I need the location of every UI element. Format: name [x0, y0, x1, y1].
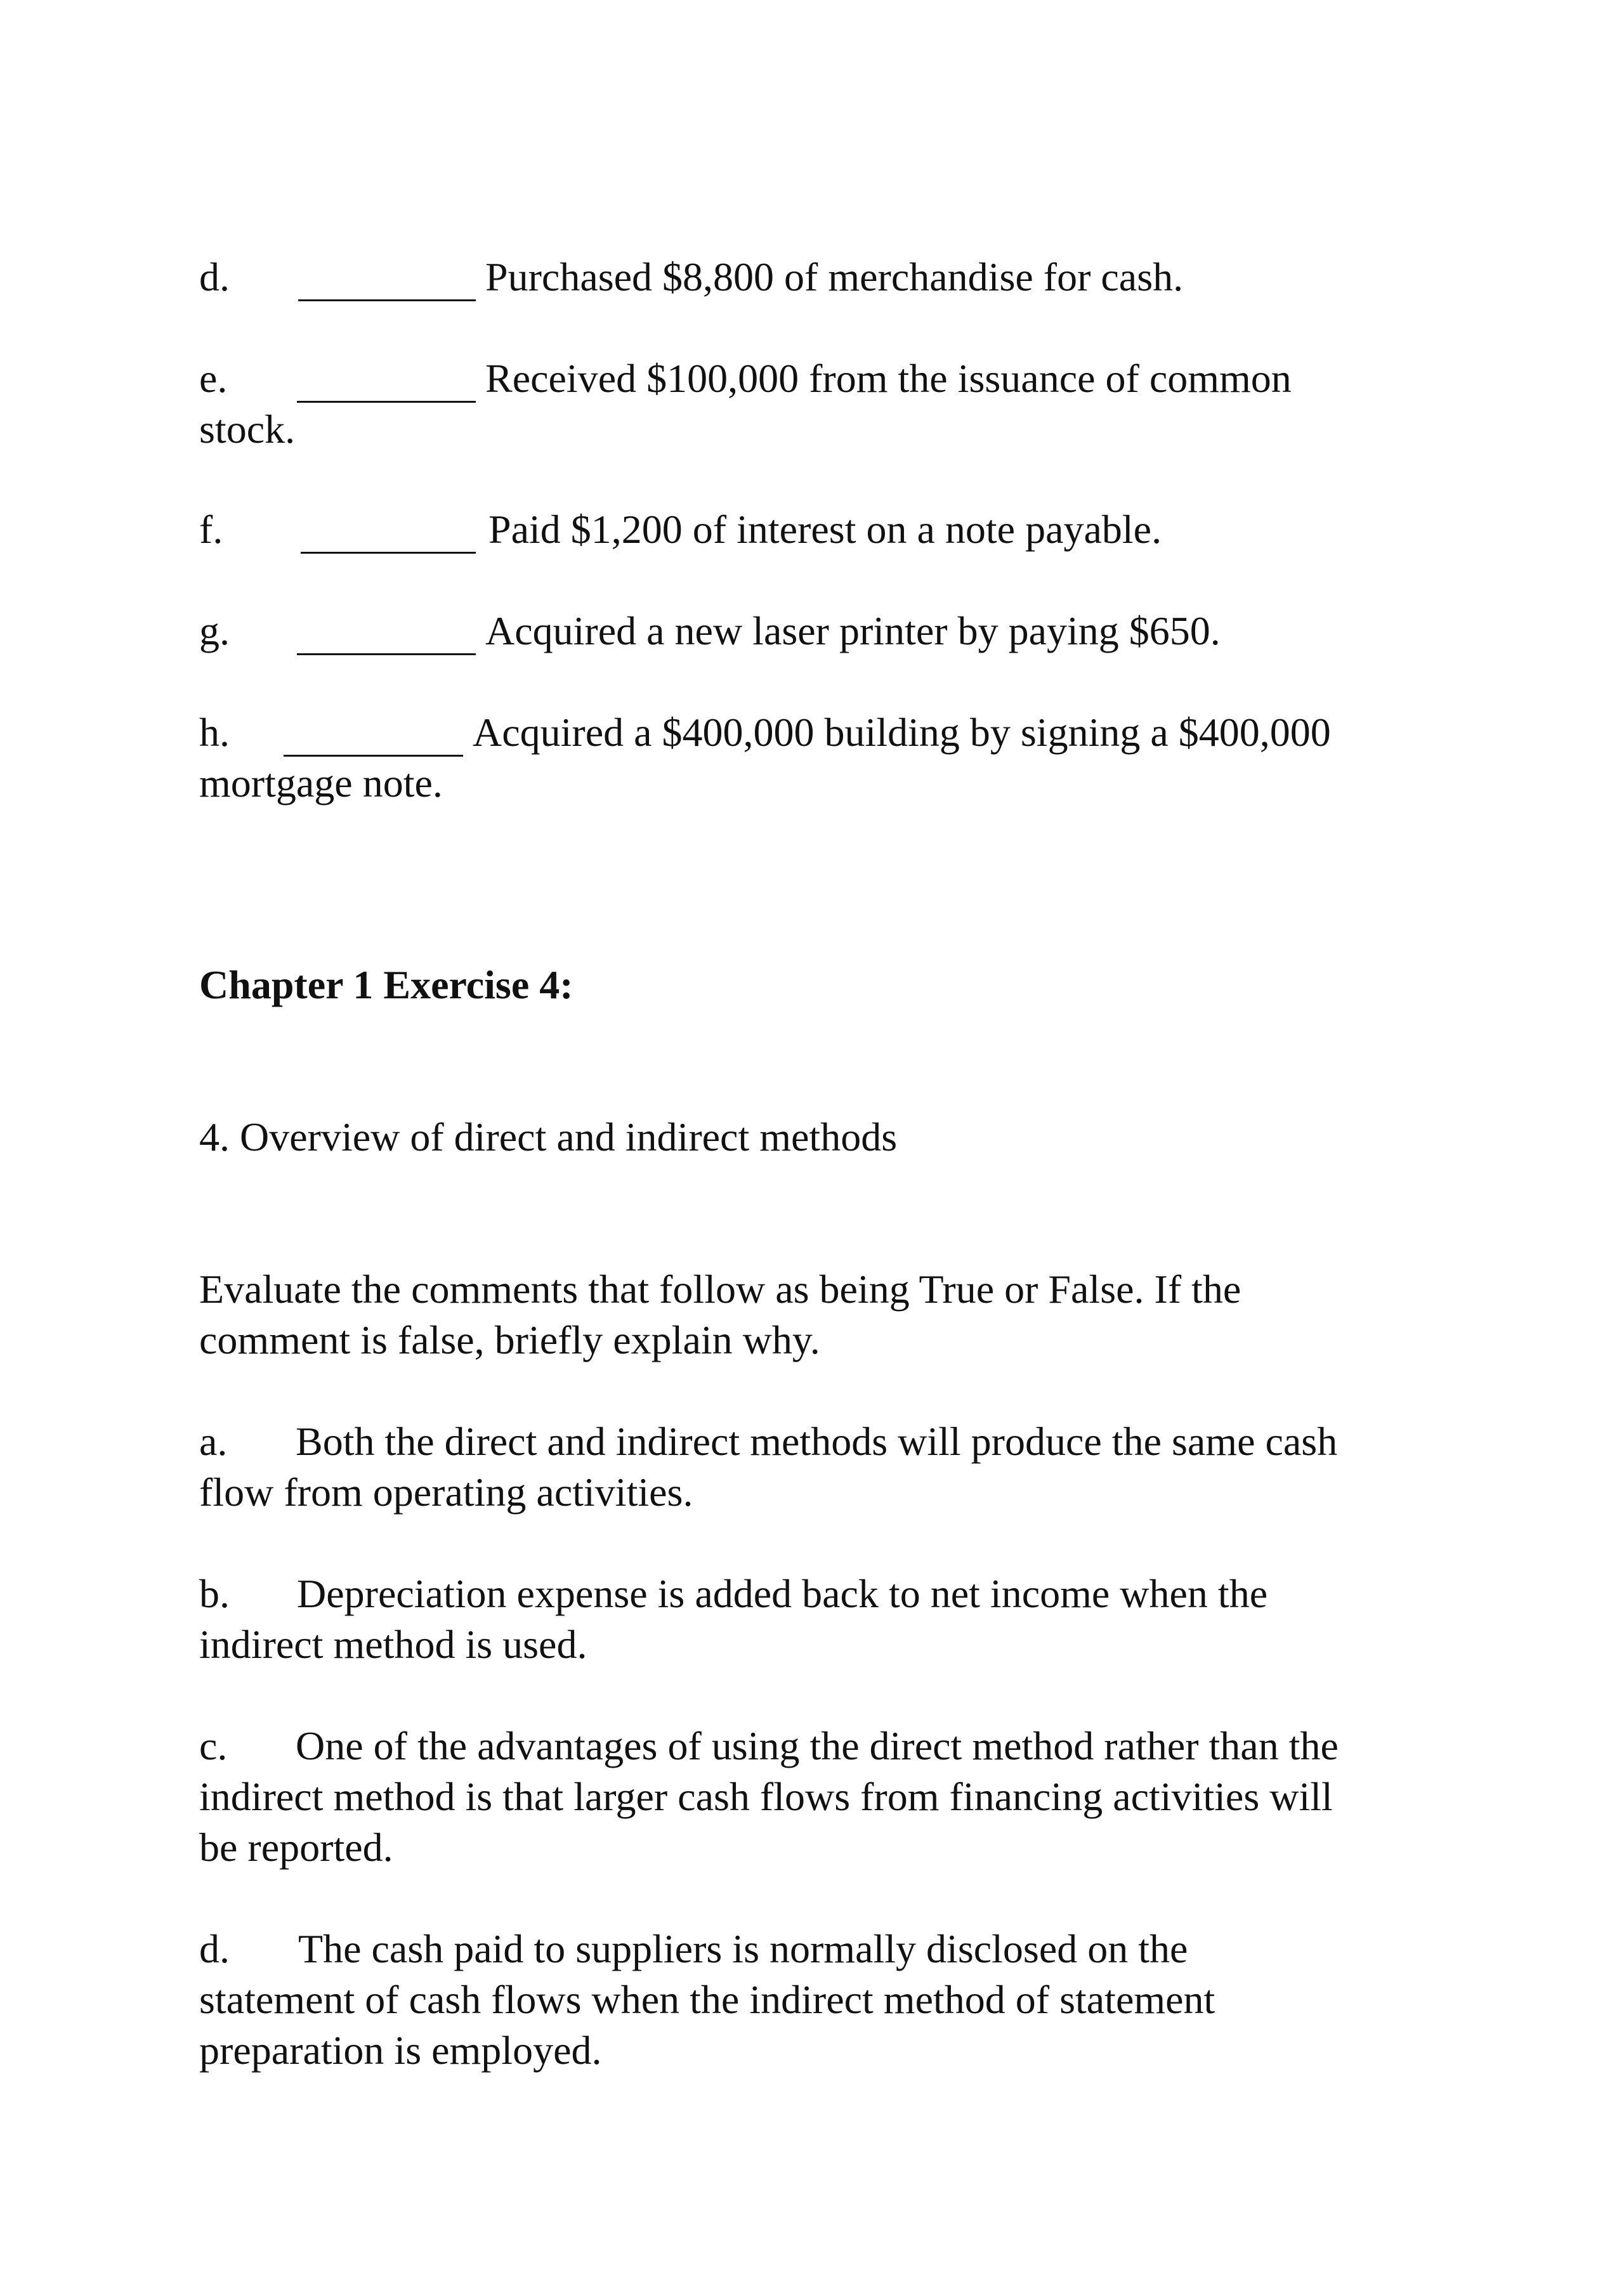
exercise-heading: Chapter 1 Exercise 4: [199, 962, 573, 1007]
statement-line: indirect method is used. [199, 1622, 587, 1667]
statement-line: One of the advantages of using the direct method rather than the [296, 1723, 1339, 1768]
item-text: Paid $1,200 of interest on a note payable. [488, 507, 1162, 552]
item-letter: e. [199, 356, 228, 401]
item-letter: d. [199, 254, 230, 299]
statement-letter: b. [199, 1571, 230, 1616]
item-text-continued: mortgage note. [199, 760, 443, 806]
statement-line: flow from operating activities. [199, 1470, 693, 1515]
answer-blank[interactable] [298, 299, 476, 301]
statement-line: statement of cash flows when the indirect method of statement [199, 1977, 1215, 2022]
statement-line: indirect method is that larger cash flows from financing activities will [199, 1774, 1333, 1819]
instructions-line: comment is false, briefly explain why. [199, 1317, 820, 1362]
exercise-subtitle: 4. Overview of direct and indirect methods [199, 1114, 898, 1159]
answer-blank[interactable] [297, 401, 476, 403]
statement-letter: c. [199, 1723, 228, 1768]
item-text-continued: stock. [199, 407, 296, 452]
answer-blank[interactable] [284, 755, 463, 757]
instructions-line: Evaluate the comments that follow as being True or False. If the [199, 1267, 1241, 1312]
statement-letter: a. [199, 1419, 228, 1464]
answer-blank[interactable] [297, 653, 476, 655]
answer-blank[interactable] [301, 552, 476, 554]
item-letter: g. [199, 608, 230, 653]
item-letter: f. [199, 507, 223, 552]
statement-line: preparation is employed. [199, 2028, 602, 2073]
item-text: Acquired a $400,000 building by signing a $400,000 [473, 710, 1331, 755]
statement-letter: d. [199, 1926, 230, 1971]
statement-line: be reported. [199, 1825, 393, 1870]
item-text: Acquired a new laser printer by paying $650. [485, 608, 1221, 653]
statement-line: Both the direct and indirect methods will produce the same cash [296, 1419, 1338, 1464]
item-text: Purchased $8,800 of merchandise for cash. [485, 254, 1184, 299]
item-text: Received $100,000 from the issuance of common [485, 356, 1292, 401]
statement-line: Depreciation expense is added back to net income when the [297, 1571, 1268, 1616]
item-letter: h. [199, 710, 230, 755]
statement-line: The cash paid to suppliers is normally disclosed on the [298, 1926, 1188, 1971]
